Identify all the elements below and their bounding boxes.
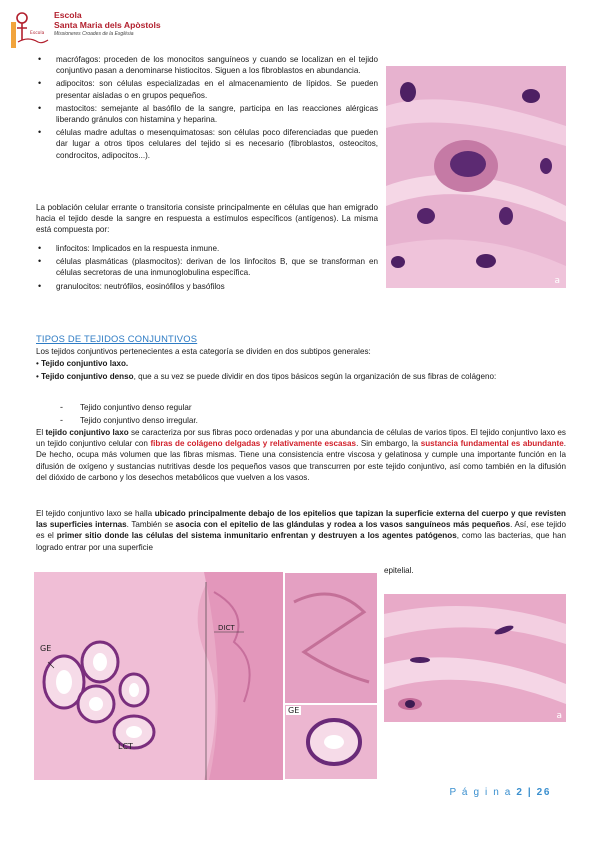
dense-fibers-micrograph xyxy=(384,594,566,722)
list-item: - Tejido conjuntivo denso regular xyxy=(80,402,380,413)
loose-tissue-micrograph xyxy=(34,572,378,780)
school-header xyxy=(8,6,208,56)
intro-line: Los tejidos conjuntivos pertenecientes a esta categoría se dividen en dos subtipos generales: xyxy=(36,347,371,356)
type-dense: • Tejido conjuntivo denso, que a su vez se puede dividir en dos tipos básicos según la organización de sus fibras de colágeno: xyxy=(36,372,497,381)
location-paragraph-end: epitelial. xyxy=(384,566,414,575)
list-item: • adipocitos: son células especializadas en el almacenamiento de lípidos. Se pueden presentar aisladas o en grupos pequeños. xyxy=(56,78,378,100)
page-number: P á g i n a 2 | 26 xyxy=(449,787,551,798)
transient-cell-list xyxy=(56,243,378,294)
logo-title: Escola xyxy=(54,10,82,20)
dense-subtype-list xyxy=(80,402,380,428)
ge-inset-label: GE xyxy=(288,706,300,715)
macrophage-micrograph xyxy=(386,66,566,288)
list-item: - Tejido conjuntivo denso irregular. xyxy=(80,415,380,426)
lct-label: LCT xyxy=(118,742,133,751)
micrograph-image xyxy=(386,66,566,288)
micrograph-image xyxy=(34,572,378,780)
type-loose: • Tejido conjuntivo laxo. xyxy=(36,359,129,368)
section-title: TIPOS DE TEJIDOS CONJUNTIVOS xyxy=(36,333,198,344)
school-logo-icon xyxy=(8,6,52,52)
logo-tagline: Missioneres Croades de la Església xyxy=(54,31,134,37)
figure-corner-label: a xyxy=(554,276,560,286)
list-item: • macrófagos: proceden de los monocitos sanguíneos y cuando se localizan en el tejido conjuntivo pasan a denominarse histiocitos. Siguen a los fibroblastos en abundancia. xyxy=(56,54,378,76)
transient-paragraph: La población celular errante o transitoria consiste principalmente en células que han emigrado hacia el tejido desde la sangre en respuesta a estímulos específicos (antígenos). La misma está compuesta por: xyxy=(36,203,378,235)
figure-corner-label: a xyxy=(556,711,562,721)
dict-label: DICT xyxy=(218,624,235,632)
list-item: • células madre adultas o mesenquimatosas: son células poco diferenciadas que pueden dar lugar a otros tipos celulares del tejido si es necesario (fibroblastos, osteocitos, condrocitos, adipocitos...). xyxy=(56,127,378,161)
svg-text:Escola: Escola xyxy=(30,31,45,36)
list-item: • linfocitos: Implicados en la respuesta inmune. xyxy=(56,243,378,254)
laxo-paragraph: El tejido conjuntivo laxo se caracteriza por sus fibras poco ordenadas y por una abundancia de células de varios tipos. El tejido conjuntivo laxo es un tejido conjuntivo celular con fibras de colágeno delgadas y relativamente escasas. Sin embargo, la sustancia fundamental es abundante. De hecho, ocupa más volumen que las fibras mismas. Tiene una consistencia entre viscosa y gelatinosa y cumple una importante función en la difusión de oxígeno y sustancias nutritivas desde los pequeños vasos que transcurren por este tejido conjuntivo, así como también en la difusión del dióxido de carbono y los desechos metabólicos que vuelven a los vasos. xyxy=(36,428,567,482)
gland-label: GE xyxy=(40,644,52,653)
list-item: • células plasmáticas (plasmocitos): derivan de los linfocitos B, que se transforman en células secretoras de una inmunoglobulina específica. xyxy=(56,256,378,278)
micrograph-image xyxy=(384,594,566,722)
logo-subtitle: Santa Maria dels Apòstols xyxy=(54,20,161,30)
list-item: • mastocitos: semejante al basófilo de la sangre, participa en las reacciones alérgicas liberando gránulos con histamina y heparina. xyxy=(56,103,378,125)
list-item: • granulocitos: neutrófilos, eosinófilos y basófilos xyxy=(56,281,378,292)
location-paragraph: El tejido conjuntivo laxo se halla ubicado principalmente debajo de los epitelios que tapizan la superficie externa del cuerpo y que revisten las superficies internas. También se asocia con el epitelio de las glándulas y rodea a los vasos sanguíneos más pequeños. Así, ese tejido es el primer sitio donde las células del sistema inmunitario enfrentan y destruyen a los agentes patógenos, como las bacterias, que han logrado entrar por una superficie xyxy=(36,509,566,552)
resident-cell-list xyxy=(56,54,378,163)
